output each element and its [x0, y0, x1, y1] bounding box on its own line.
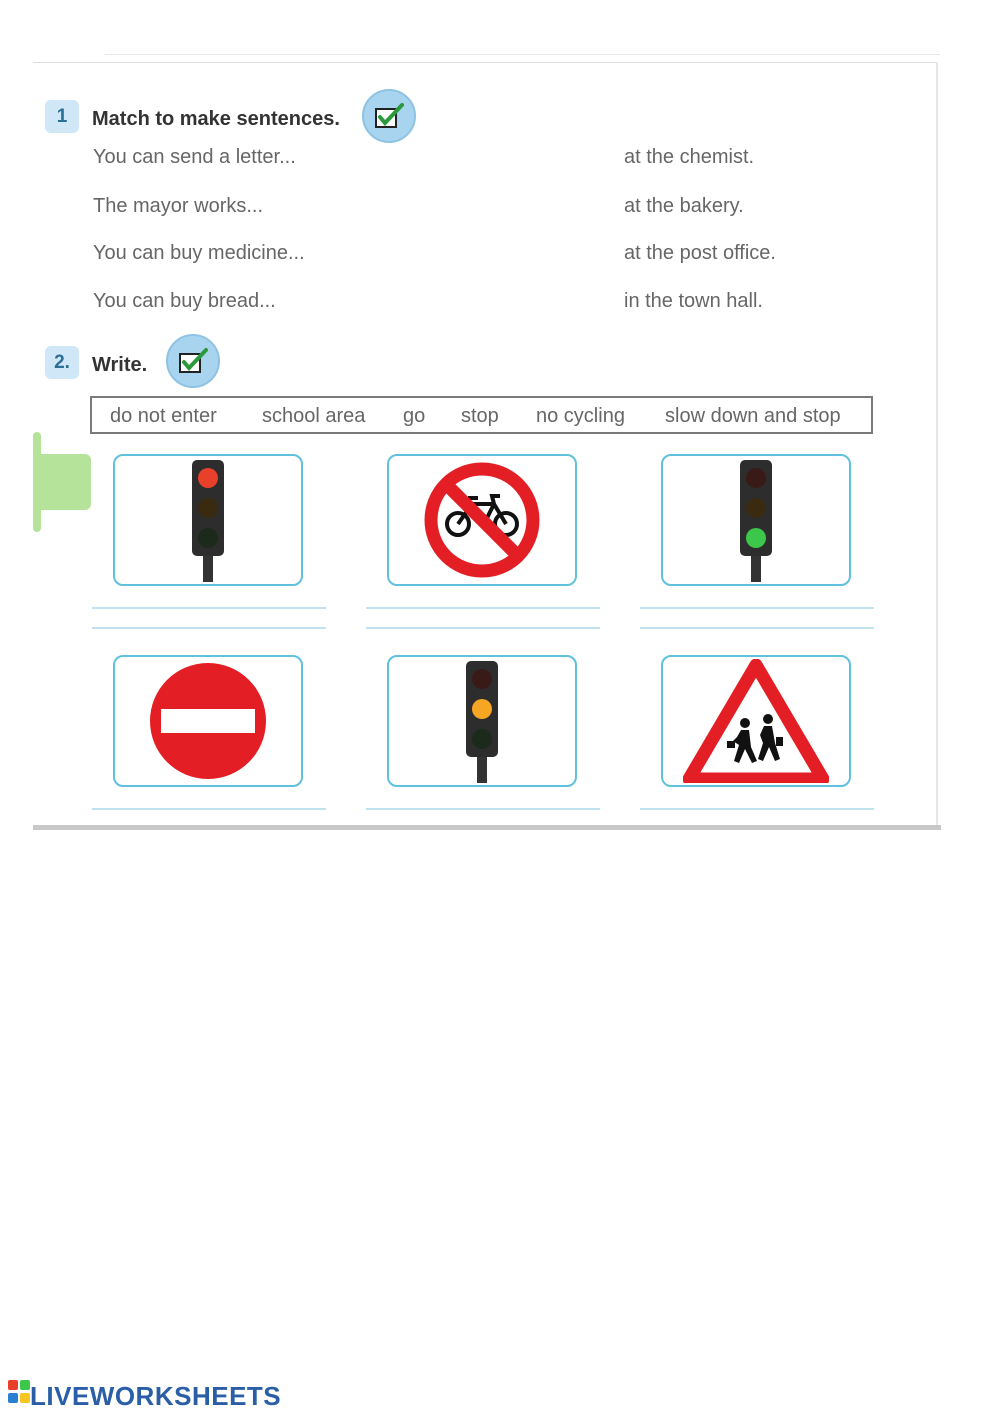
match-right-1[interactable]: at the chemist.: [624, 146, 755, 168]
match-left-1[interactable]: You can send a letter...: [93, 146, 296, 168]
answer-line[interactable]: [92, 607, 326, 609]
answer-line[interactable]: [640, 627, 874, 629]
exercise-2-title: Write.: [92, 354, 148, 376]
sign-card-1: [113, 454, 303, 586]
checkbox-check-icon: [177, 347, 209, 375]
no-entry-sign-icon: [149, 662, 267, 780]
exercise-2-number: 2.: [45, 346, 79, 379]
sheet-bottom-border: [33, 825, 941, 830]
sign-card-2: [387, 454, 577, 586]
exercise-1-title: Match to make sentences.: [92, 108, 340, 130]
sign-card-6: [661, 655, 851, 787]
liveworksheets-logo-icon: [8, 1380, 30, 1404]
word-bank-item: slow down and stop: [665, 405, 841, 427]
answer-line[interactable]: [366, 808, 600, 810]
answer-line[interactable]: [640, 808, 874, 810]
word-bank-item: do not enter: [110, 405, 217, 427]
answer-line[interactable]: [640, 607, 874, 609]
word-bank-item: school area: [262, 405, 366, 427]
traffic-light-amber-icon: [462, 659, 502, 783]
match-left-3[interactable]: You can buy medicine...: [93, 242, 305, 264]
side-tab[interactable]: [33, 454, 91, 510]
no-cycling-sign-icon: [422, 460, 542, 580]
checkbox-check-icon: [373, 102, 405, 130]
match-left-4[interactable]: You can buy bread...: [93, 290, 276, 312]
traffic-light-red-icon: [188, 458, 228, 582]
answer-line[interactable]: [366, 627, 600, 629]
exercise-2-check-button[interactable]: [166, 334, 220, 388]
word-bank-item: stop: [461, 405, 499, 427]
word-bank-item: go: [403, 405, 426, 427]
match-right-4[interactable]: in the town hall.: [624, 290, 763, 312]
sign-card-4: [113, 655, 303, 787]
sign-card-5: [387, 655, 577, 787]
sheet-header-border: [33, 62, 938, 63]
match-right-3[interactable]: at the post office.: [624, 242, 776, 264]
answer-line[interactable]: [92, 808, 326, 810]
sheet-top-border: [105, 54, 940, 55]
sheet-right-border: [936, 62, 938, 828]
school-area-sign-icon: [683, 659, 829, 783]
word-bank-item: no cycling: [536, 405, 625, 427]
word-bank: [90, 396, 873, 434]
answer-line[interactable]: [92, 627, 326, 629]
traffic-light-green-icon: [736, 458, 776, 582]
match-left-2[interactable]: The mayor works...: [93, 195, 264, 217]
sign-card-3: [661, 454, 851, 586]
footer-brand: LIVEWORKSHEETS: [30, 1381, 282, 1411]
match-right-2[interactable]: at the bakery.: [624, 195, 744, 217]
exercise-1-check-button[interactable]: [362, 89, 416, 143]
exercise-1-number: 1: [45, 100, 79, 133]
answer-line[interactable]: [366, 607, 600, 609]
